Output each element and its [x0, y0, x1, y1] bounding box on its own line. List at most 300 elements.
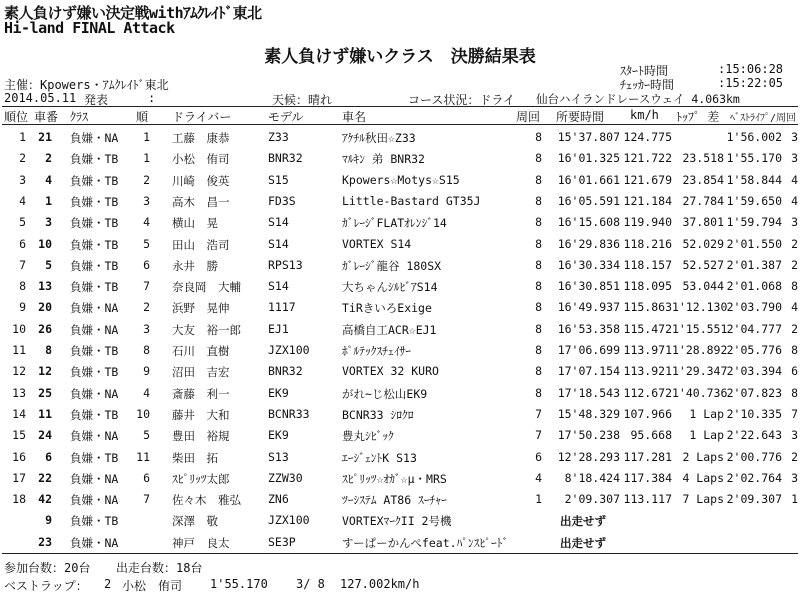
- cell-laps: 1: [535, 492, 542, 507]
- cell-class: 負嫌・TB: [70, 365, 119, 380]
- cell-total-time: 8'18.424: [564, 470, 620, 485]
- cell-car-name: Little-Bastard GT35J: [342, 193, 481, 208]
- cell-total-time: 15'48.329: [557, 406, 620, 421]
- cell-laps: 8: [535, 130, 542, 144]
- col-car-no: 車番: [34, 110, 59, 124]
- cell-class: 負嫌・NA: [70, 429, 119, 444]
- cell-model: RPS13: [268, 257, 303, 272]
- cell-best-lap: 2'09.307: [726, 492, 782, 507]
- cell-model: S14: [268, 236, 289, 251]
- organizer: 主催：Kpowers・ｱﾑｸﾚｲﾄﾞ東北: [4, 78, 169, 92]
- cell-car-name: ｶﾞﾚｰｼﾞ龍谷 180SX: [342, 258, 442, 273]
- table-row: [0, 192, 800, 212]
- cell-class: 負嫌・TB: [70, 152, 119, 167]
- cell-rank: 13: [12, 385, 26, 400]
- table-row: [0, 277, 800, 297]
- cell-class: 負嫌・TB: [70, 280, 119, 295]
- cell-rank: 6: [19, 236, 26, 251]
- cell-class: 負嫌・NA: [70, 322, 119, 337]
- cell-laps: 7: [535, 406, 542, 421]
- cell-driver: 石川 直樹: [172, 344, 230, 358]
- cell-total-time: 出走せず: [560, 514, 606, 529]
- cell-best-lap-no: 8: [791, 343, 798, 357]
- cell-gap: 2 Laps: [682, 449, 724, 464]
- cell-best-lap-no: 3: [791, 151, 798, 166]
- table-row: [0, 341, 800, 361]
- cell-car-name: ﾂｰｼｽﾃﾑ AT86 ｽｰﾁｬｰ: [342, 493, 447, 508]
- event-title: 素人負けず嫌い決定戦withｱﾑｸﾚｲﾄﾞ東北: [4, 4, 262, 22]
- cell-best-lap-no: 1: [791, 492, 798, 507]
- cell-best-lap: 2'03.790: [726, 300, 782, 315]
- cell-car-name: 高橋自工ACR☆EJ1: [342, 322, 437, 337]
- cell-car-name: ｱｹﾁﾙ秋田☆Z33: [342, 131, 416, 145]
- cell-car-name: ｴｰｼﾞｪﾝﾄK S13: [342, 450, 417, 465]
- cell-driver: 斎藤 利一: [172, 386, 230, 401]
- weather: 天候：晴れ: [272, 93, 333, 107]
- cell-driver: 柴田 拓: [172, 450, 218, 465]
- cell-best-lap: 2'01.387: [726, 257, 782, 272]
- cell-rank: 17: [12, 470, 26, 485]
- table-row: [0, 490, 800, 510]
- col-order: 順: [136, 110, 149, 124]
- cell-class: 負嫌・NA: [70, 131, 119, 145]
- cell-best-lap-no: 8: [791, 279, 798, 294]
- col-best-lap: ﾍﾞｽﾄﾗｲﾌﾟ/周回: [730, 113, 797, 124]
- cell-rank: 5: [19, 215, 26, 230]
- cell-car-no: 23: [38, 534, 52, 549]
- cell-car-no: 21: [38, 130, 52, 144]
- entries-count: 参加台数：20台: [4, 561, 91, 575]
- cell-best-lap: 1'58.844: [726, 172, 782, 187]
- table-row: [0, 171, 800, 191]
- cell-best-lap: 2'01.068: [726, 279, 782, 294]
- cell-rank: 1: [19, 130, 26, 144]
- cell-gap: 1 Lap: [689, 428, 724, 443]
- cell-best-lap: 1'56.002: [726, 130, 782, 144]
- cell-order: 2: [143, 300, 150, 315]
- page-title: 素人負けず嫌いクラス 決勝結果表: [264, 47, 536, 67]
- col-speed: km/h: [630, 108, 659, 122]
- cell-car-no: 26: [38, 321, 52, 336]
- cell-model: JZX100: [268, 513, 310, 528]
- cell-speed: 118.157: [623, 257, 672, 272]
- cell-best-lap-no: 3: [791, 470, 798, 485]
- cell-best-lap-no: 4: [791, 193, 798, 208]
- cell-car-no: 1: [45, 193, 52, 208]
- cell-best-lap-no: 2: [791, 236, 798, 251]
- cell-total-time: 16'49.937: [557, 300, 620, 315]
- header-rule-bottom: [2, 124, 798, 125]
- cell-rank: 16: [12, 449, 26, 464]
- table-row: [0, 213, 800, 233]
- table-row: [0, 469, 800, 489]
- cell-best-lap-no: 3: [791, 215, 798, 230]
- cell-total-time: 出走せず: [560, 535, 606, 550]
- cell-best-lap: 2'01.550: [726, 236, 782, 251]
- table-row: [0, 128, 800, 148]
- cell-car-no: 8: [45, 343, 52, 357]
- cell-car-name: すーぱーかんぺfeat.ﾊﾟﾝｽﾋﾟｰﾄﾞ: [342, 535, 509, 550]
- cell-speed: 113.921: [623, 364, 672, 379]
- cell-best-lap: 2'07.823: [726, 385, 782, 400]
- cell-order: 10: [136, 406, 150, 421]
- cell-gap: 1'12.130: [672, 300, 728, 315]
- cell-total-time: 16'30.851: [557, 279, 620, 294]
- cell-class: 負嫌・TB: [70, 258, 119, 273]
- cell-car-name: Kpowers☆Motys☆S15: [342, 172, 460, 187]
- cell-driver: 浜野 晃伸: [172, 301, 230, 316]
- col-total-time: 所要時間: [556, 110, 605, 124]
- cell-gap: 52.029: [682, 236, 724, 251]
- cell-class: 負嫌・TB: [70, 237, 119, 252]
- cell-order: 1: [143, 130, 150, 144]
- cell-speed: 118.216: [623, 236, 672, 251]
- cell-driver: 神戸 良太: [172, 535, 230, 550]
- cell-speed: 113.971: [623, 343, 672, 357]
- cell-speed: 124.775: [623, 130, 672, 144]
- bestlap-driver: 小松 侑司: [122, 579, 183, 593]
- cell-best-lap-no: 3: [791, 428, 798, 443]
- cell-gap: 1 Lap: [689, 406, 724, 421]
- cell-model: JZX100: [268, 343, 310, 357]
- cell-rank: 11: [12, 343, 26, 357]
- cell-speed: 113.117: [623, 492, 672, 507]
- bestlap-label: ベストラップ：: [4, 579, 88, 593]
- cell-gap: 1'28.892: [672, 343, 728, 357]
- cell-order: 4: [143, 385, 150, 400]
- cell-order: 8: [143, 343, 150, 357]
- cell-best-lap: 2'03.394: [726, 364, 782, 379]
- cell-class: 負嫌・TB: [70, 216, 119, 231]
- cell-gap: 7 Laps: [682, 492, 724, 507]
- cell-total-time: 16'53.358: [557, 321, 620, 336]
- bestlap-car-no: 2: [104, 577, 112, 591]
- cell-laps: 8: [535, 172, 542, 187]
- cell-driver: 奈良岡 大輔: [172, 280, 241, 295]
- cell-order: 5: [143, 236, 150, 251]
- cell-order: 6: [143, 257, 150, 272]
- cell-speed: 119.940: [623, 215, 672, 230]
- cell-total-time: 17'06.699: [557, 343, 620, 357]
- cell-driver: 高木 昌一: [172, 194, 230, 209]
- cell-laps: 4: [535, 470, 542, 485]
- cell-best-lap-no: 2: [791, 257, 798, 272]
- cell-laps: 8: [535, 151, 542, 166]
- cell-order: 4: [143, 215, 150, 230]
- table-row: [0, 362, 800, 382]
- cell-model: FD3S: [268, 193, 296, 208]
- cell-driver: 永井 勝: [172, 258, 218, 273]
- cell-speed: 117.281: [623, 449, 672, 464]
- cell-car-no: 9: [45, 513, 52, 528]
- cell-model: SE3P: [268, 534, 296, 549]
- cell-model: S15: [268, 172, 289, 187]
- cell-driver: 大友 裕一郎: [172, 322, 241, 337]
- cell-order: 7: [143, 492, 150, 507]
- cell-rank: 15: [12, 428, 26, 443]
- cell-car-no: 4: [45, 172, 52, 187]
- col-model: モデル: [268, 110, 304, 124]
- cell-total-time: 16'15.608: [557, 215, 620, 230]
- table-row: [0, 426, 800, 446]
- bestlap-speed: 127.002km/h: [340, 577, 420, 591]
- cell-rank: 7: [19, 257, 26, 272]
- cell-car-no: 12: [38, 364, 52, 379]
- table-row: [0, 235, 800, 255]
- cell-model: BNR32: [268, 364, 303, 379]
- cell-order: 1: [143, 151, 150, 166]
- cell-speed: 115.863: [623, 300, 672, 315]
- cell-speed: 107.966: [623, 406, 672, 421]
- cell-best-lap-no: 4: [791, 172, 798, 187]
- cell-gap: 23.518: [682, 151, 724, 166]
- cell-laps: 7: [535, 428, 542, 443]
- cell-order: 11: [136, 449, 150, 464]
- cell-laps: 8: [535, 343, 542, 357]
- cell-rank: 9: [19, 300, 26, 315]
- cell-speed: 121.184: [623, 193, 672, 208]
- cell-car-no: 10: [38, 236, 52, 251]
- cell-car-name: VORTEXﾏｰｸII 2号機: [342, 514, 452, 529]
- bestlap-time: 1'55.170: [210, 577, 268, 591]
- cell-rank: 12: [12, 364, 26, 379]
- cell-speed: 95.668: [630, 428, 672, 443]
- cell-model: BNR32: [268, 151, 303, 166]
- cell-class: 負嫌・TB: [70, 407, 119, 422]
- cell-model: BCNR33: [268, 406, 310, 421]
- cell-best-lap: 2'04.777: [726, 321, 782, 336]
- cell-model: EK9: [268, 428, 289, 443]
- cell-best-lap-no: 8: [791, 385, 798, 400]
- cell-gap: 1'29.347: [672, 364, 728, 379]
- cell-car-name: ｽﾋﾟﾘｯﾂ☆ｵｶﾞ☆μ・MRS: [342, 471, 447, 486]
- cell-total-time: 17'50.238: [557, 428, 620, 443]
- cell-model: S13: [268, 449, 289, 464]
- checker-time-value: :15:22:05: [718, 76, 784, 90]
- cell-car-no: 13: [38, 279, 52, 294]
- announce-label: 発表: [84, 93, 109, 107]
- cell-driver: 川崎 俊英: [172, 173, 230, 188]
- cell-class: 負嫌・NA: [70, 535, 119, 550]
- cell-driver: 沼田 吉宏: [172, 365, 230, 380]
- cell-car-no: 6: [45, 449, 52, 464]
- cell-rank: 3: [19, 172, 26, 187]
- cell-class: 負嫌・TB: [70, 450, 119, 465]
- cell-gap: 4 Laps: [682, 470, 724, 485]
- cell-gap: 37.801: [682, 215, 724, 230]
- cell-best-lap: 1'55.170: [726, 151, 782, 166]
- event-subtitle: Hi-land FINAL Attack: [4, 19, 175, 37]
- cell-model: ZZW30: [268, 470, 303, 485]
- cell-car-name: 大ちゃんｼﾙﾋﾞｱS14: [342, 280, 438, 295]
- venue: 仙台ハイランドレースウェイ 4.063km: [536, 92, 740, 106]
- cell-best-lap-no: 2: [791, 449, 798, 464]
- cell-driver: 田山 浩司: [172, 237, 230, 252]
- cell-model: Z33: [268, 130, 289, 144]
- col-driver: ドライバー: [172, 110, 232, 124]
- cell-driver: 藤井 大和: [172, 407, 230, 422]
- cell-class: 負嫌・TB: [70, 173, 119, 188]
- cell-rank: 8: [19, 279, 26, 294]
- cell-laps: 8: [535, 321, 542, 336]
- table-row: [0, 298, 800, 318]
- cell-car-no: 42: [38, 492, 52, 507]
- cell-total-time: 2'09.307: [564, 492, 620, 507]
- cell-best-lap: 1'59.650: [726, 193, 782, 208]
- cell-car-no: 11: [38, 406, 52, 421]
- cell-best-lap-no: 3: [791, 130, 798, 144]
- col-car-name: 車名: [342, 110, 367, 124]
- cell-total-time: 16'30.334: [557, 257, 620, 272]
- cell-laps: 8: [535, 364, 542, 379]
- cell-model: EJ1: [268, 321, 289, 336]
- table-row: [0, 320, 800, 340]
- cell-best-lap: 2'00.776: [726, 449, 782, 464]
- cell-speed: 118.095: [623, 279, 672, 294]
- cell-best-lap: 2'22.643: [726, 428, 782, 443]
- col-gap: ﾄｯﾌﾟ 差: [676, 110, 720, 124]
- footer-rule: [2, 553, 798, 554]
- cell-model: ZN6: [268, 492, 289, 507]
- cell-car-name: ﾎﾟﾙﾃｯｸｽﾁｪｲｻｰ: [342, 344, 411, 358]
- cell-total-time: 17'18.543: [557, 385, 620, 400]
- cell-speed: 121.679: [623, 172, 672, 187]
- cell-driver: 深澤 敬: [172, 514, 218, 529]
- cell-order: 6: [143, 470, 150, 485]
- cell-car-name: TiRきいろExige: [342, 301, 432, 316]
- cell-laps: 8: [535, 257, 542, 272]
- cell-total-time: 15'37.807: [557, 130, 620, 144]
- cell-laps: 8: [535, 300, 542, 315]
- cell-driver: 工藤 康恭: [172, 131, 230, 145]
- cell-model: 1117: [268, 300, 296, 315]
- cell-speed: 112.672: [623, 385, 672, 400]
- cell-car-name: ﾏﾙｷﾝ 弟 BNR32: [342, 152, 425, 167]
- cell-speed: 115.472: [623, 321, 672, 336]
- cell-class: 負嫌・NA: [70, 471, 119, 486]
- event-date: 2014.05.11: [4, 91, 77, 105]
- cell-gap: 52.527: [682, 257, 724, 272]
- cell-order: 9: [143, 364, 150, 379]
- cell-laps: 8: [535, 193, 542, 208]
- cell-rank: 2: [19, 151, 26, 166]
- cell-total-time: 17'07.154: [557, 364, 620, 379]
- cell-best-lap: 2'05.776: [726, 343, 782, 357]
- cell-car-name: 豊丸ｼﾋﾞｯｸ: [342, 429, 394, 444]
- cell-car-no: 2: [45, 151, 52, 166]
- cell-total-time: 12'28.293: [557, 449, 620, 464]
- cell-car-no: 22: [38, 470, 52, 485]
- cell-order: 7: [143, 279, 150, 294]
- cell-best-lap-no: 6: [791, 364, 798, 379]
- cell-best-lap: 1'59.794: [726, 215, 782, 230]
- cell-rank: 10: [12, 321, 26, 336]
- cell-gap: 1'40.736: [672, 385, 728, 400]
- cell-total-time: 16'29.836: [557, 236, 620, 251]
- cell-car-name: がれ~じ松山EK9: [342, 386, 428, 401]
- cell-car-name: VORTEX 32 KURO: [342, 364, 439, 379]
- cell-rank: 4: [19, 193, 26, 208]
- cell-total-time: 16'01.325: [557, 151, 620, 166]
- table-row: [0, 533, 800, 553]
- start-time-value: :15:06:28: [718, 62, 784, 76]
- cell-order: 2: [143, 172, 150, 187]
- announce-colon: :: [148, 91, 156, 105]
- cell-best-lap-no: 7: [791, 406, 798, 421]
- cell-car-name: BCNR33 ｼﾛｸﾛ: [342, 407, 414, 422]
- cell-car-no: 3: [45, 215, 52, 230]
- cell-total-time: 16'05.591: [557, 193, 620, 208]
- col-rank: 順位: [4, 110, 29, 124]
- cell-best-lap: 2'02.764: [726, 470, 782, 485]
- cell-laps: 6: [535, 449, 542, 464]
- starters-count: 出走台数：18台: [116, 561, 203, 575]
- cell-driver: ｽﾋﾟﾘｯﾂ太郎: [172, 471, 230, 486]
- table-row: [0, 256, 800, 276]
- table-row: [0, 511, 800, 531]
- cell-driver: 佐々木 雅弘: [172, 493, 241, 508]
- cell-class: 負嫌・TB: [70, 344, 119, 358]
- checker-time-label: ﾁｪｯｶｰ時間: [620, 78, 675, 92]
- cell-class: 負嫌・NA: [70, 493, 119, 508]
- cell-laps: 8: [535, 215, 542, 230]
- cell-speed: 121.722: [623, 151, 672, 166]
- cell-car-no: 25: [38, 385, 52, 400]
- cell-order: 5: [143, 428, 150, 443]
- cell-car-name: VORTEX S14: [342, 236, 412, 251]
- cell-laps: 8: [535, 279, 542, 294]
- cell-driver: 小松 侑司: [172, 152, 230, 167]
- col-laps: 周回: [516, 110, 541, 124]
- bestlap-lap: 3/ 8: [296, 577, 325, 591]
- cell-total-time: 16'01.661: [557, 172, 620, 187]
- col-class: ｸﾗｽ: [70, 110, 89, 124]
- cell-order: 3: [143, 321, 150, 336]
- cell-driver: 横山 晃: [172, 216, 218, 231]
- cell-gap: 53.044: [682, 279, 724, 294]
- table-row: [0, 384, 800, 404]
- course-condition: コース状況：ドライ: [408, 93, 516, 107]
- cell-rank: 18: [12, 492, 26, 507]
- cell-model: S14: [268, 279, 289, 294]
- cell-best-lap: 2'10.335: [726, 406, 782, 421]
- table-row: [0, 405, 800, 425]
- cell-laps: 8: [535, 236, 542, 251]
- table-row: [0, 448, 800, 468]
- cell-gap: 1'15.551: [672, 321, 728, 336]
- cell-rank: 14: [12, 406, 26, 421]
- cell-driver: 豊田 裕規: [172, 429, 230, 444]
- cell-best-lap-no: 2: [791, 321, 798, 336]
- cell-class: 負嫌・TB: [70, 194, 119, 209]
- cell-car-no: 24: [38, 428, 52, 443]
- cell-gap: 27.784: [682, 193, 724, 208]
- table-row: [0, 149, 800, 169]
- cell-gap: 23.854: [682, 172, 724, 187]
- cell-best-lap-no: 4: [791, 300, 798, 315]
- cell-model: EK9: [268, 385, 289, 400]
- cell-class: 負嫌・NA: [70, 301, 119, 316]
- cell-laps: 8: [535, 385, 542, 400]
- header-rule-top: [2, 106, 798, 107]
- cell-car-no: 5: [45, 257, 52, 272]
- cell-order: 3: [143, 193, 150, 208]
- cell-car-no: 20: [38, 300, 52, 315]
- cell-car-name: ｶﾞﾚｰｼﾞFLATｵﾚﾝｼﾞ14: [342, 216, 447, 231]
- start-time-label: ｽﾀｰﾄ時間: [620, 64, 669, 78]
- cell-class: 負嫌・TB: [70, 514, 119, 529]
- cell-model: S14: [268, 215, 289, 230]
